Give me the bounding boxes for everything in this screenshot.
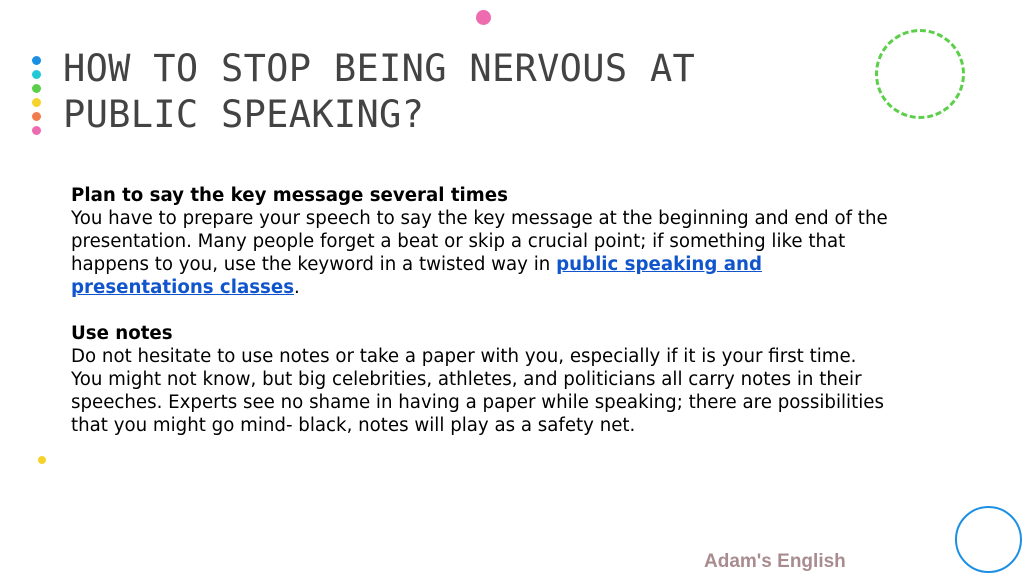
decorative-pink-dot [476, 10, 491, 25]
decorative-green-dot [32, 84, 41, 93]
section-use-notes [71, 322, 891, 437]
decorative-pink-small-dot [32, 126, 41, 135]
slide-body [71, 184, 891, 437]
slide-title-line-2: PUBLIC SPEAKING? [63, 93, 425, 136]
paragraph-text-end: . [294, 277, 300, 298]
decorative-orange-dot [32, 112, 41, 121]
decorative-blue-dot [32, 56, 41, 65]
brand-logo-text: Adam's English [704, 551, 846, 572]
decorative-yellow-accent-dot [38, 456, 46, 464]
decorative-yellow-dot [32, 98, 41, 107]
slide-title-line-1: HOW TO STOP BEING NERVOUS AT [63, 47, 696, 90]
section-heading: Plan to say the key message several times [71, 185, 508, 206]
slide-title [63, 46, 695, 138]
public-speaking-classes-link[interactable]: public speaking and presentations classes [71, 254, 762, 298]
decorative-blue-ring [955, 506, 1022, 573]
section-key-message [71, 184, 891, 299]
decorative-dashed-green-circle [875, 29, 965, 119]
section-heading: Use notes [71, 323, 173, 344]
section-paragraph [71, 207, 891, 299]
decorative-cyan-dot [32, 70, 41, 79]
paragraph-text: You have to prepare your speech to say the key message at the beginning and end of the presentation. Many people forget a beat or skip a crucial point; if something like that happens to you, use the keyword in a twisted way in [71, 208, 888, 275]
section-paragraph: Do not hesitate to use notes or take a paper with you, especially if it is your first time. You might not know, but big celebrities, athletes, and politicians all carry notes in their speeches. Experts see no shame in having a paper while speaking; there are possibilities that you might go mind- black, notes will play as a safety net. [71, 346, 884, 436]
